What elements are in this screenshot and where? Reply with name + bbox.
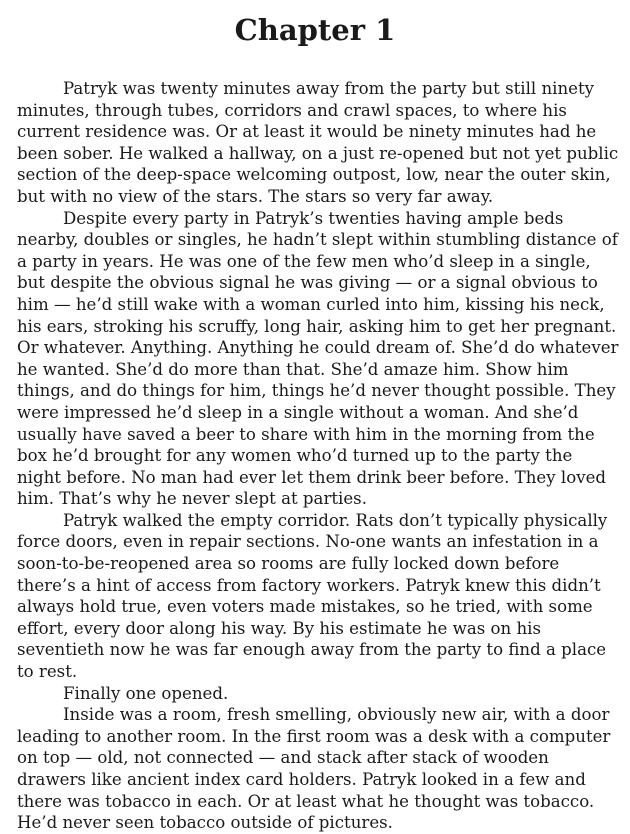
paragraph: Patryk was twenty minutes away from the party but still ninety minutes, through tubes, corridors and crawl spaces, to where his current residence was. Or at least it would be ninety minutes had he been sober. He walked a hallway, on a just re-opened but not yet public section of the deep-space welcoming outpost, low, near the outer skin, but with no view of the stars. The stars so very far away. — [17, 79, 619, 206]
paragraph: Despite every party in Patryk’s twenties having ample beds nearby, doubles or singles, he hadn’t slept within stumbling distance of a party in years. He was one of the few men who’d sleep in a single, but despite the obvious signal he was giving — or a signal obvious to him — he’d still wake with a woman curled into him, kissing his neck, his ears, stroking his scruffy, long hair, asking him to get her pregnant. Or whatever. Anything. Anything he could dream of. She’d do whatever he wanted. She’d do more than that. She’d amaze him. Show him things, and do things for him, things he’d never thought possible. They were impressed he’d sleep in a single without a woman. And she’d usually have saved a beer to share with him in the morning from the box he’d brought for any women who’d turned up to the party the night before. No man had ever let them drink beer before. They loved him. That’s why he never slept at parties. — [17, 208, 619, 509]
chapter-title: Chapter 1 — [234, 13, 396, 47]
paragraph: Finally one opened. — [63, 683, 229, 703]
paragraph: Patryk walked the empty corridor. Rats don’t typically physically force doors, even in repair sections. No-one wants an infestation in a soon-to-be-reopened area so rooms are fully locked down before there’s a hint of access from factory workers. Patryk knew this didn’t always hold true, even voters made mistakes, so he tried, with some effort, every door along his way. By his estimate he was on his seventieth now he was far enough away from the party to find a place to rest. — [17, 510, 608, 682]
paragraph: Inside was a room, fresh smelling, obviously new air, with a door leading to another room. In the first room was a desk with a computer on top — old, not connected — and stack after stack of wooden drawers like ancient index card holders. Patryk looked in a few and there was tobacco in each. Or at least what he thought was tobacco. He’d never seen tobacco outside of pictures. — [17, 705, 611, 833]
chapter-body — [17, 78, 619, 834]
